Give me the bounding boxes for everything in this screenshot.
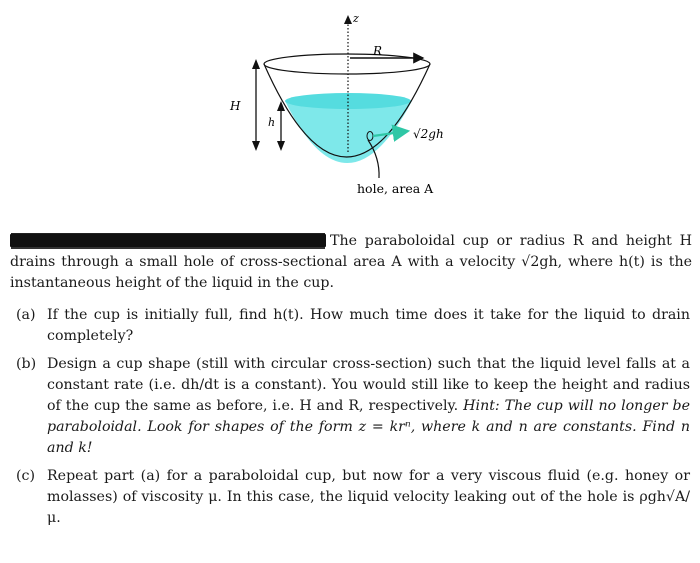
part-c-text: Repeat part (a) for a paraboloidal cup, but now for a very viscous fluid (e.g. honey or molasses) of viscosity μ. In this case, the liquid velocity leaking out of the hole is ρgh√A/μ. <box>47 468 690 526</box>
height-arrowhead-top <box>252 59 260 69</box>
z-axis-arrowhead <box>344 15 352 24</box>
cup-rim <box>264 54 430 74</box>
problem-parts <box>10 305 692 529</box>
redacted-text <box>10 234 326 247</box>
part-c <box>10 466 692 529</box>
part-b-body <box>47 354 692 459</box>
cup-figure <box>0 0 700 215</box>
part-a-label: (a) <box>16 307 36 323</box>
hole-caption: hole, area A <box>357 181 434 196</box>
part-b <box>10 354 692 459</box>
problem-intro <box>10 231 692 294</box>
height-arrowhead-bottom <box>252 141 260 151</box>
z-axis-label: z <box>353 12 359 25</box>
level-label: h <box>268 116 276 129</box>
radius-label: R <box>373 44 383 58</box>
level-arrowhead-bottom <box>277 141 285 151</box>
part-b-text: Design a cup shape (still with circular cross-section) such that the liquid level falls at a constant rate (i.e. dh/dt is a constant). You would still like to keep the height and radius of the cup the same as before, i.e. H and R, respectively. <box>47 356 690 414</box>
part-b-hint: Hint: The cup will no longer be paraboloidal. Look for shapes of the form z = krⁿ, where k and n are constants. Find n and k! <box>47 398 690 456</box>
problem-statement <box>10 231 692 536</box>
intro-text: The paraboloidal cup or radius R and height H drains through a small hole of cross-sectional area A with a velocity √2gh, where h(t) is the instantaneous height of the liquid in the cup. <box>10 233 692 291</box>
part-c-label: (c) <box>16 468 36 484</box>
part-b-label: (b) <box>16 356 37 372</box>
velocity-label: √2gh <box>413 127 444 141</box>
part-a-text: If the cup is initially full, find h(t). How much time does it take for the liquid to drain completely? <box>47 307 690 344</box>
part-a <box>10 305 692 347</box>
height-label: H <box>230 99 241 113</box>
